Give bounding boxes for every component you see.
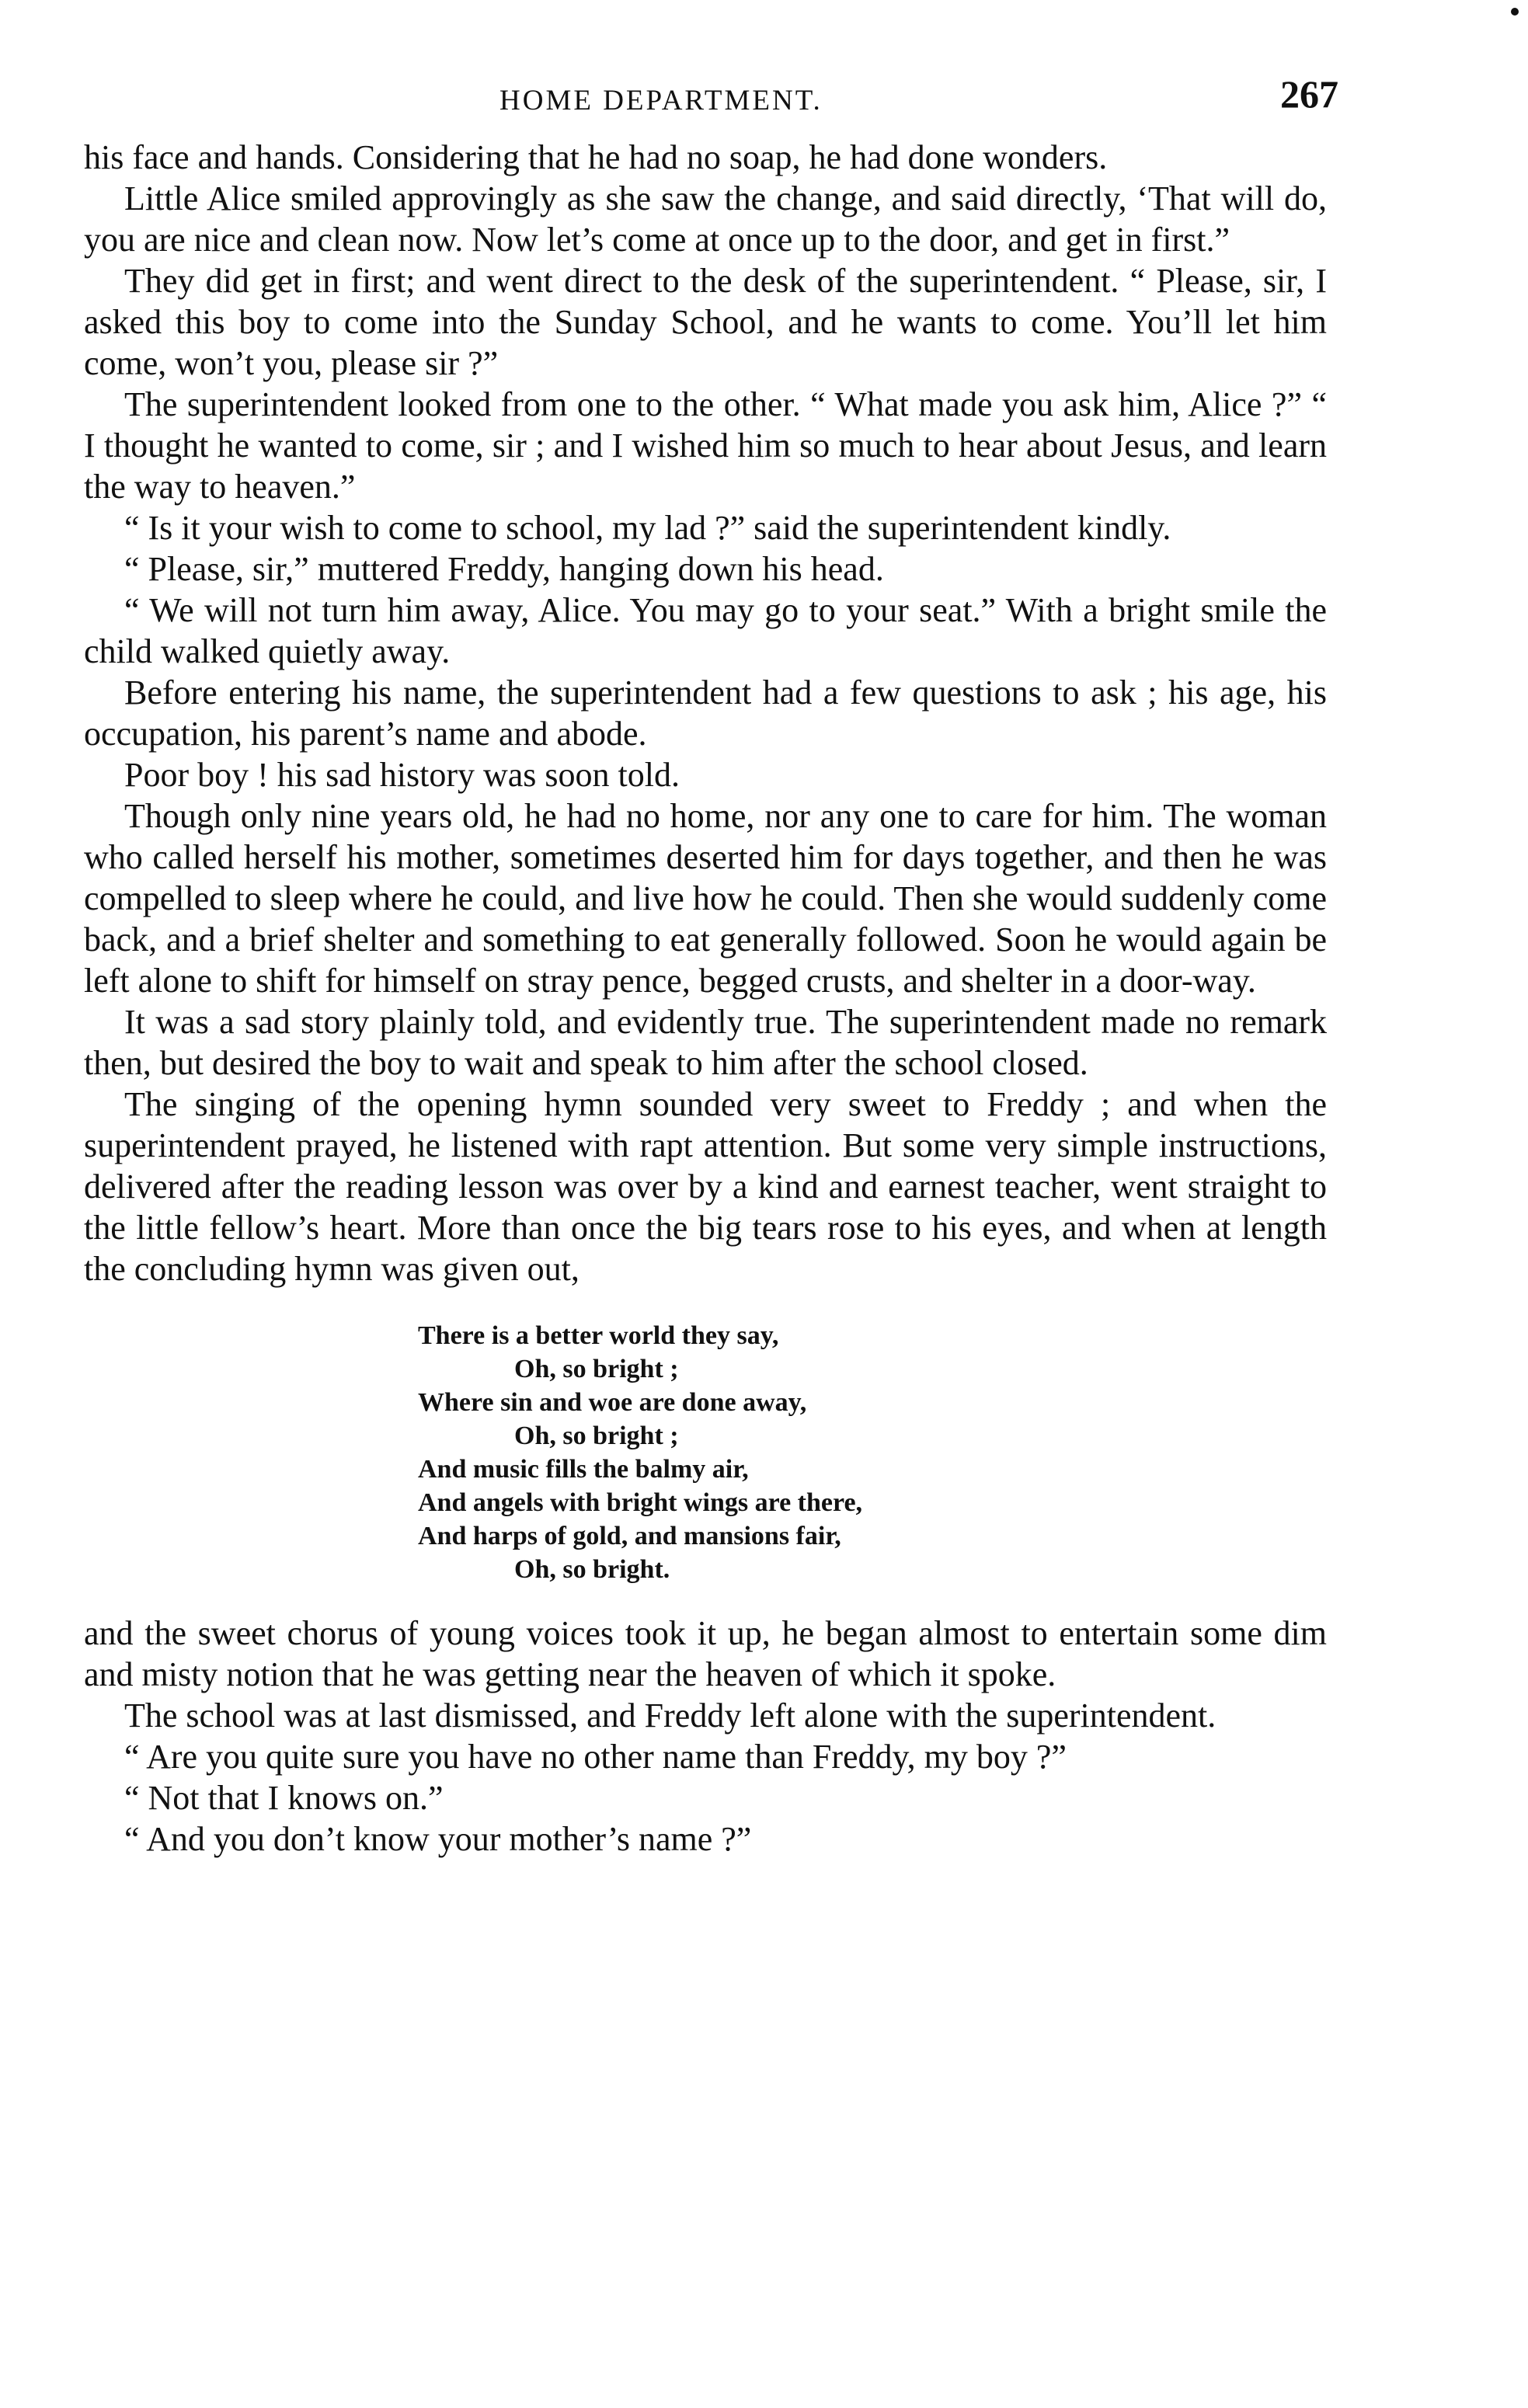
corner-mark <box>1511 8 1519 16</box>
paragraph: and the sweet chorus of young voices took it up, he began almost to entertain some dim and misty notion that he was getting near the heaven of which it spoke. <box>84 1614 1327 1693</box>
verse-line: Oh, so bright. <box>514 1555 670 1584</box>
verse-line: And angels with bright wings are there, <box>418 1488 863 1517</box>
paragraph: They did get in first; and went direct to the desk of the superintendent. “ Please, sir, I asked this boy to come into the Sunday School, and he wants to come. You’ll let him come, won’t you, please sir ?” <box>84 262 1327 382</box>
paragraph: “ Are you quite sure you have no other name than Freddy, my boy ?” <box>124 1738 1067 1776</box>
verse-line: There is a better world they say, <box>418 1321 779 1350</box>
book-page <box>84 71 1338 1860</box>
page-header <box>84 71 1338 137</box>
paragraph: The school was at last dismissed, and Freddy left alone with the superintendent. <box>124 1696 1216 1735</box>
verse-line: Where sin and woe are done away, <box>418 1388 807 1417</box>
paragraph: Before entering his name, the superintendent had a few questions to ask ; his age, his occupation, his parent’s name and abode. <box>84 673 1327 753</box>
paragraph: his face and hands. Considering that he had no soap, he had done wonders. <box>84 138 1108 176</box>
paragraph: The superintendent looked from one to the other. “ What made you ask him, Alice ?” “ I thought he wanted to come, sir ; and I wished him so much to hear about Jesus, and learn the way to heaven.” <box>84 385 1327 506</box>
paragraph: “ Not that I knows on.” <box>124 1779 444 1817</box>
paragraph: “ Is it your wish to come to school, my lad ?” said the superintendent kindly. <box>124 509 1171 547</box>
verse-line: And harps of gold, and mansions fair, <box>418 1522 841 1550</box>
paragraph: “ Please, sir,” muttered Freddy, hanging down his head. <box>124 550 884 588</box>
paragraph: “ We will not turn him away, Alice. You may go to your seat.” With a bright smile the child walked quietly away. <box>84 591 1327 670</box>
page-number: 267 <box>1280 72 1338 116</box>
paragraph: The singing of the opening hymn sounded very sweet to Freddy ; and when the superintendent prayed, he listened with rapt attention. But some very simple instructions, delivered after the reading lesson was over by a kind and earnest teacher, went straight to the little fellow’s heart. More than once the big tears rose to his eyes, and when at length the concluding hymn was given out, <box>84 1085 1327 1288</box>
paragraph: Little Alice smiled approvingly as she saw the change, and said directly, ‘That will do, you are nice and clean now. Now let’s come at once up to the door, and get in first.” <box>84 179 1327 259</box>
paragraph: Though only nine years old, he had no home, nor any one to care for him. The woman who called herself his mother, sometimes deserted him for days together, and then he was compelled to sleep where he could, and live how he could. Then she would suddenly come back, and a brief shelter and something to eat generally followed. Soon he would again be left alone to shift for himself on stray pence, begged crusts, and shelter in a door-way. <box>84 797 1327 1000</box>
verse-line: Oh, so bright ; <box>514 1355 679 1383</box>
verse-line: And music fills the balmy air, <box>418 1455 749 1484</box>
verse-line: Oh, so bright ; <box>514 1421 679 1450</box>
running-head: HOME DEPARTMENT. <box>499 85 823 117</box>
hymn-verse <box>418 1319 1327 1586</box>
body-text <box>84 137 1327 1860</box>
paragraph: “ And you don’t know your mother’s name ?” <box>124 1820 752 1858</box>
paragraph: Poor boy ! his sad history was soon told. <box>124 756 680 794</box>
paragraph: It was a sad story plainly told, and evidently true. The superintendent made no remark then, but desired the boy to wait and speak to him after the school closed. <box>84 1003 1327 1082</box>
